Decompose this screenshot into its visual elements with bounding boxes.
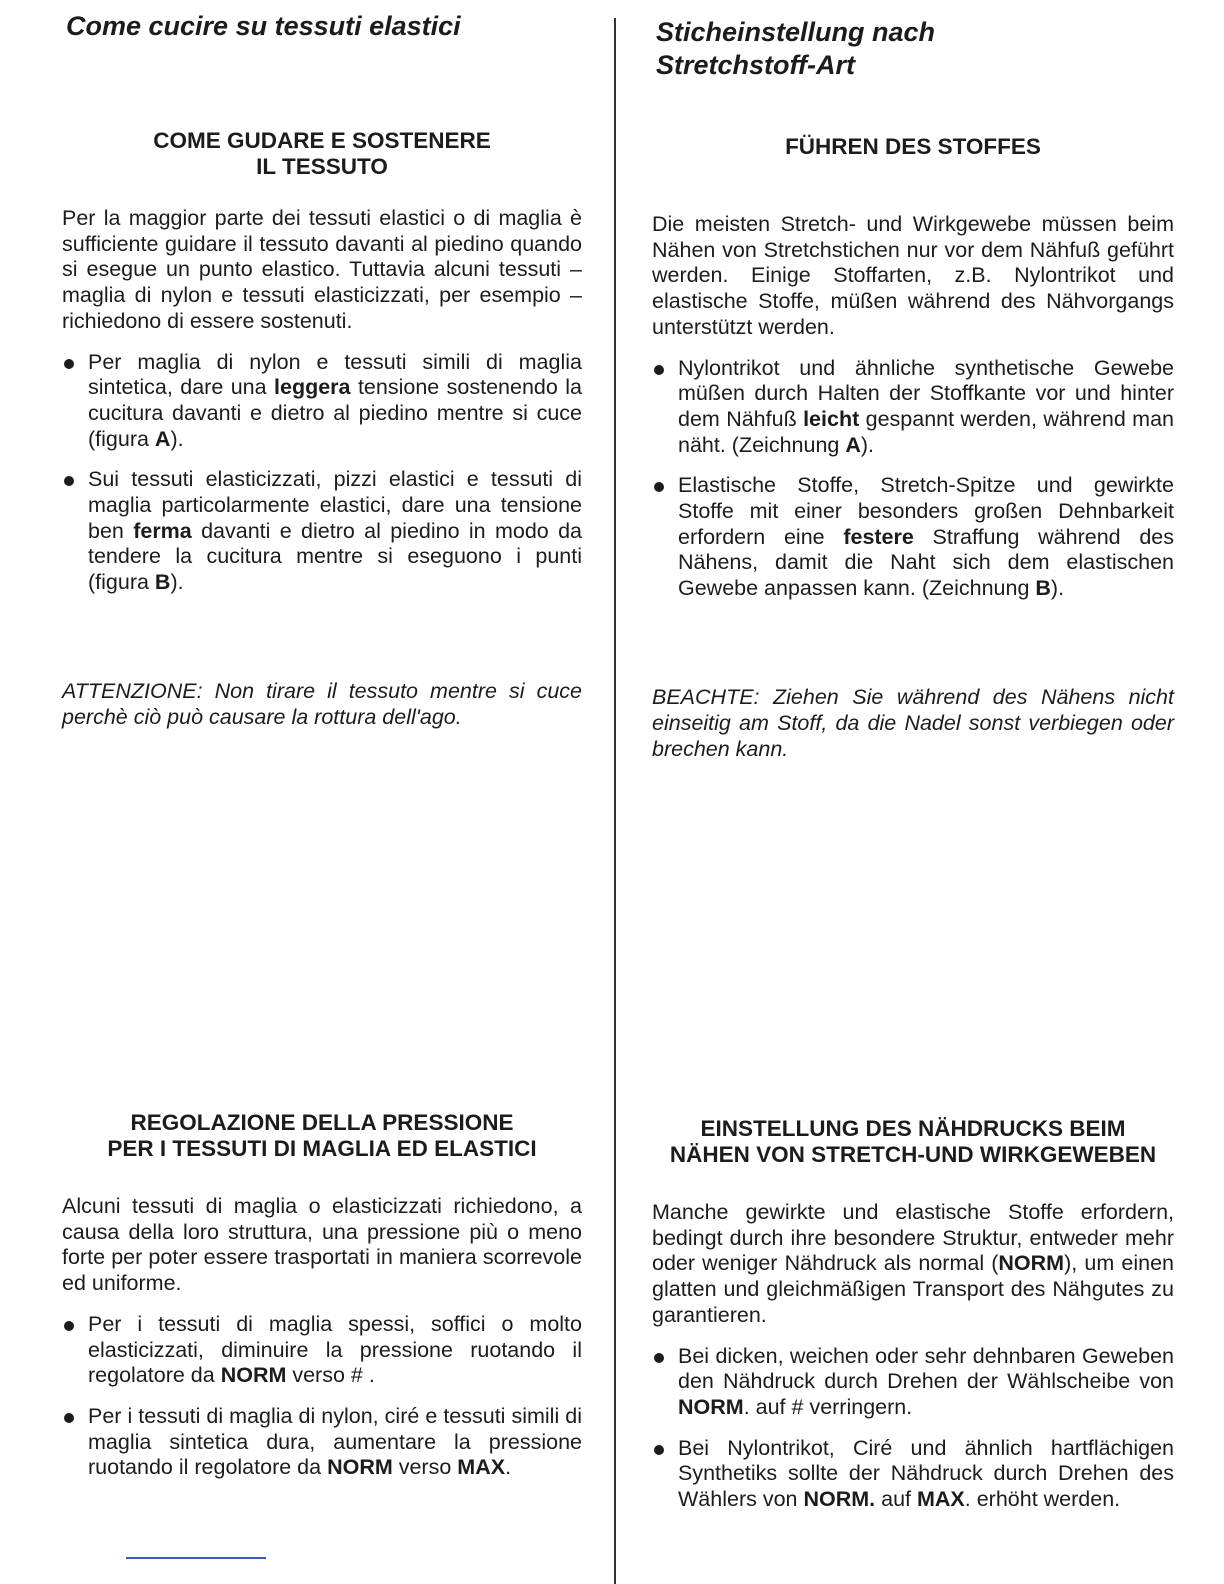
list-item: Per i tessuti di maglia spessi, soffici o molto elasticizzati, diminuire la pressione ruotando il regolatore da NORM verso # . [62, 1312, 582, 1389]
bullet-list [62, 1312, 582, 1481]
list-item: Bei Nylontrikot, Ciré und ähnlich hartflächigen Synthetiks sollte der Nähdruck durch Drehen des Wählers von NORM. auf MAX. erhöht werden. [652, 1436, 1174, 1513]
intro-paragraph: Alcuni tessuti di maglia o elasticizzati richiedono, a causa della loro struttura, una pressione più o meno forte per poter essere trasportati in maniera scorrevole ed uniforme. [62, 1194, 582, 1296]
intro-paragraph: Manche gewirkte und elastische Stoffe erfordern, bedingt durch ihre besondere Struktur, entweder mehr oder weniger Nähdruck als normal (NORM), um einen glatten und gleichmäßigen Transport des Nähgutes zu garantieren. [652, 1200, 1174, 1327]
section-heading-guide-fabric-it: COME GUDARE E SOSTENERE IL TESSUTO [153, 128, 491, 179]
list-item: Sui tessuti elasticizzati, pizzi elastici e tessuti di maglia particolarmente elastici, dare una tensione ben ferma davanti e dietro al piedino in modo da tendere la cucitura mentre si eseguono i punti (figura B). [62, 467, 582, 596]
intro-paragraph: Per la maggior parte dei tessuti elastici o di maglia è sufficiente guidare il tessuto davanti al piedino quando si esegue un punto elastico. Tuttavia alcuni tessuti – maglia di nylon e tessuti elasticizzati, per esempio – richiedono di essere sostenuti. [62, 206, 582, 333]
list-item: Elastische Stoffe, Stretch-Spitze und gewirkte Stoffe mit einer besonders großen Dehnbarkeit erfordern eine festere Straffung während des Nähens, damit die Naht sich dem elastischen Gewebe anpassen kann. (Zeichnung B). [652, 473, 1174, 602]
bullet-icon [64, 476, 74, 486]
hash-symbol-icon: # [350, 1363, 363, 1388]
bullet-icon [654, 482, 664, 492]
section-body-guide-fabric-de [652, 212, 1174, 617]
hash-symbol-icon: # [791, 1394, 804, 1419]
section-heading-pressure-it: REGOLAZIONE DELLA PRESSIONE PER I TESSUTI DI MAGLIA ED ELASTICI [107, 1110, 537, 1161]
list-item: Nylontrikot und ähnliche synthetische Gewebe müßen durch Halten der Stoffkante vor und hinter dem Nähfuß leicht gespannt werden, während man näht. (Zeichnung A). [652, 356, 1174, 459]
page-title-italian: Come cucire su tessuti elastici [66, 11, 461, 41]
warning-note-it: ATTENZIONE: Non tirare il tessuto mentre si cuce perchè ciò può causare la rottura dell'ago. [62, 679, 582, 729]
bullet-icon [64, 1321, 74, 1331]
bullet-icon [654, 1353, 664, 1363]
scan-mark [126, 1557, 266, 1559]
bullet-list [652, 1344, 1174, 1513]
warning-note-de: BEACHTE: Ziehen Sie während des Nähens nicht einseitig am Stoff, da die Nadel sonst verbiegen oder brechen kann. [652, 685, 1174, 761]
column-divider [614, 18, 616, 1584]
section-heading-guide-fabric-de: FÜHREN DES STOFFES [785, 134, 1041, 159]
section-body-pressure-de [652, 1200, 1174, 1528]
list-item: Per maglia di nylon e tessuti simili di maglia sintetica, dare una leggera tensione sostenendo la cucitura davanti e dietro al piedino mentre si cuce (figura A). [62, 350, 582, 453]
page-title-german: Sticheinstellung nach Stretchstoff-Art [656, 17, 936, 80]
section-body-pressure-it [62, 1194, 582, 1496]
list-item: Bei dicken, weichen oder sehr dehnbaren Geweben den Nähdruck durch Drehen der Wählscheibe von NORM. auf # verringern. [652, 1344, 1174, 1421]
bullet-list [652, 356, 1174, 602]
bullet-list [62, 350, 582, 596]
bullet-icon [64, 359, 74, 369]
bullet-icon [654, 365, 664, 375]
section-heading-pressure-de: EINSTELLUNG DES NÄHDRUCKS BEIM NÄHEN VON STRETCH-UND WIRKGEWEBEN [669, 1116, 1157, 1167]
bullet-icon [654, 1445, 664, 1455]
bullet-icon [64, 1413, 74, 1423]
section-body-guide-fabric-it [62, 206, 582, 611]
list-item: Per i tessuti di maglia di nylon, ciré e tessuti simili di maglia sintetica dura, aumentare la pressione ruotando il regolatore da NORM verso MAX. [62, 1404, 582, 1481]
intro-paragraph: Die meisten Stretch- und Wirkgewebe müssen beim Nähen von Stretchstichen nur vor dem Nähfuß geführt werden. Einige Stoffarten, z.B. Nylontrikot und elastische Stoffe, müßen während des Nähvorgangs unterstützt werden. [652, 212, 1174, 339]
